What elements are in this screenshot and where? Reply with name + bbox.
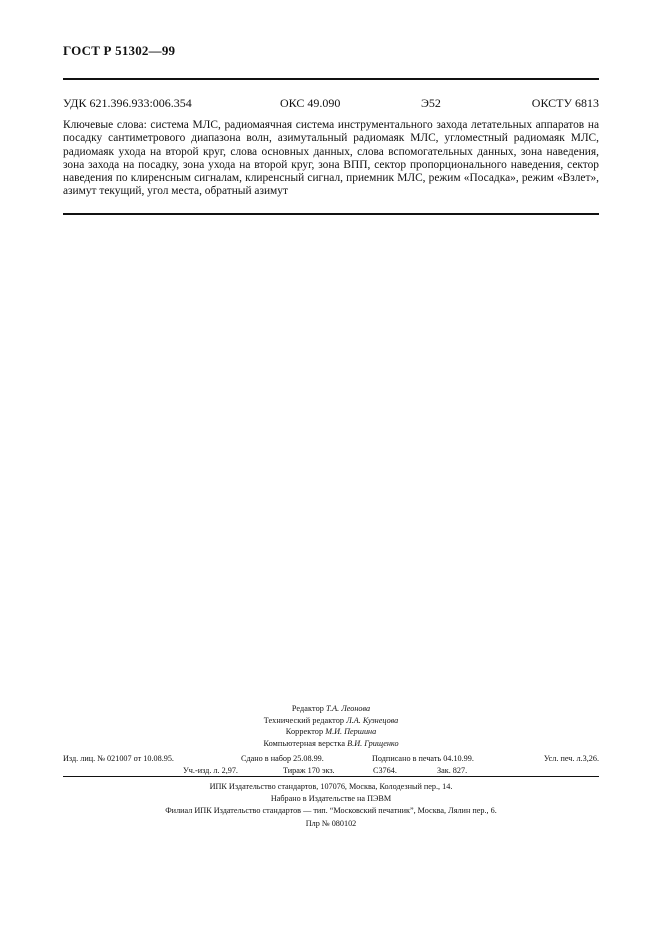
pub-sheets: Уч.-изд. л. 2,97. [183, 766, 238, 775]
order-code: С3764. [373, 766, 397, 775]
sent-to-set-date: Сдано в набор 25.08.99. [241, 754, 324, 763]
license-number: Изд. лиц. № 021007 от 10.08.95. [63, 754, 174, 763]
printer-branch: Филиал ИПК Издательство стандартов — тип. “Московский печатник”, Москва, Лялин пер., 6. [165, 806, 497, 816]
credit-editor: Редактор Т.А. Леонова [291, 704, 371, 713]
keywords-paragraph: Ключевые слова: система МЛС, радиомаячная система инструментального захода летательных аппаратов на посадку сантиметрового диапазона волн, азимутальный радиомаяк МЛС, угломестный радиомаяк МЛС, радиомаяк ухода на второй круг, слова основных данных, слова вспомогательных данных, зона наведения, зона захода на посадку, зона ухода на второй круг, зона ВПП, сектор пропорционального наведения, сектор наведения по клиренсным сигналам, клиренсный сигнал, приемник МЛС, режим «Посадка», режим «Взлет», азимут текущий, угол места, обратный азимут [63, 119, 599, 198]
credit-layout: Компьютерная верстка В.И. Грищенко [263, 738, 399, 748]
top-divider [63, 78, 599, 80]
credit-tech-editor: Технический редактор Л.А. Кузнецова [263, 715, 399, 725]
standard-code: ГОСТ Р 51302—99 [63, 43, 176, 58]
credit-proofreader: Корректор М.И. Першина [285, 727, 377, 737]
classification-codes [63, 96, 599, 110]
printer-license: Плр № 080102 [305, 818, 357, 828]
order-number: Зак. 827. [437, 766, 468, 775]
oks-code: ОКС 49.090 [280, 96, 341, 110]
bottom-divider [63, 213, 599, 215]
publisher-address: ИПК Издательство стандартов, 107076, Москва, Колодезный пер., 14. [209, 782, 453, 791]
publication-info [63, 754, 599, 778]
typeset-note: Набрано в Издательстве на ПЭВМ [270, 794, 392, 804]
imprint-divider [63, 776, 599, 777]
udk-code: УДК 621.396.933:006.354 [63, 96, 192, 110]
print-sheets: Усл. печ. л.3,26. [543, 754, 599, 763]
editorial-credits [63, 703, 599, 749]
print-run: Тираж 170 экз. [283, 766, 335, 775]
e-code: Э52 [421, 96, 441, 110]
signed-to-print-date: Подписано в печать 04.10.99. [372, 754, 474, 763]
publisher-info [63, 781, 599, 830]
okstu-code: ОКСТУ 6813 [531, 96, 599, 110]
